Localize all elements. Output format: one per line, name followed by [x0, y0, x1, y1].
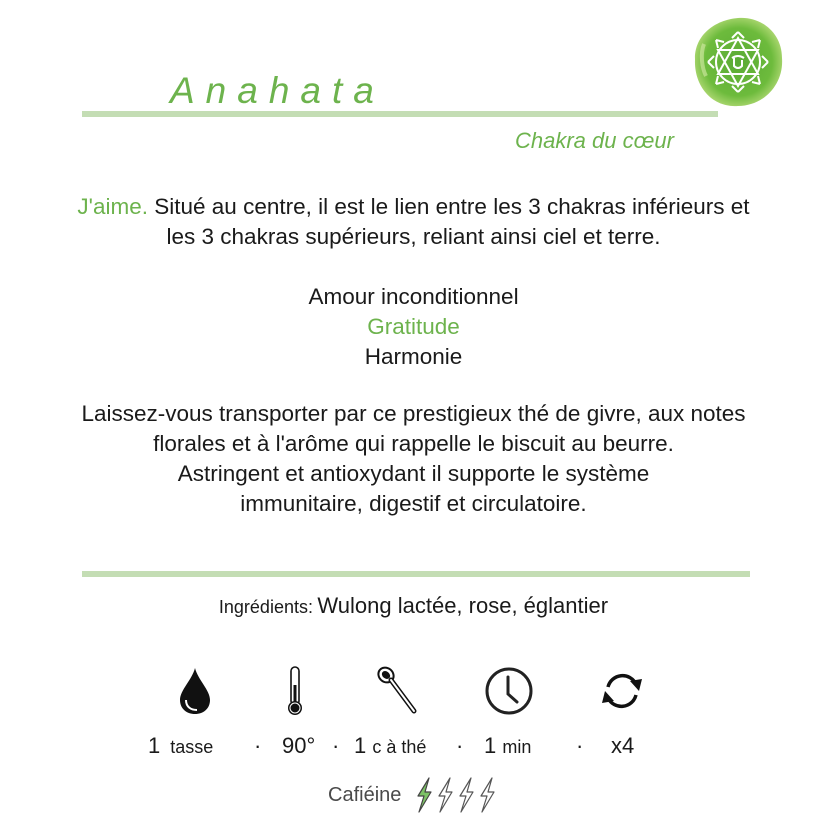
steep-time — [484, 733, 531, 759]
water-drop-icon — [175, 665, 215, 717]
time-value: 1 — [484, 733, 497, 758]
value-item: Gratitude — [367, 314, 460, 339]
description-line: immunitaire, digestif et circulatoire. — [240, 491, 587, 516]
values-list — [0, 282, 827, 372]
quantity-value: 1 — [354, 733, 367, 758]
clock-icon — [482, 665, 536, 717]
ingredients-label: Ingrédients: — [218, 597, 313, 617]
intro-highlight: J'aime. — [77, 194, 148, 219]
heart-chakra-icon — [690, 14, 786, 110]
value-item: Harmonie — [364, 344, 463, 369]
temperature-value: 90° — [282, 733, 316, 758]
page-subtitle: Chakra du cœur — [515, 128, 674, 153]
title-divider — [82, 111, 718, 117]
water-unit: tasse — [170, 737, 214, 757]
page-title: Anahata — [170, 70, 385, 111]
lightning-empty-icon — [455, 776, 477, 814]
water-value: 1 — [148, 733, 161, 758]
lightning-filled-icon — [413, 776, 435, 814]
quantity-unit: c à thé — [372, 737, 427, 757]
separator-dot: · — [576, 733, 584, 758]
description-paragraph — [0, 399, 827, 519]
ingredients-value: Wulong lactée, rose, églantier — [317, 593, 609, 618]
description-line: florales et à l'arôme qui rappelle le biscuit au beurre. — [153, 431, 674, 456]
lightning-empty-icon — [476, 776, 498, 814]
section-divider — [82, 571, 750, 577]
intro-line-2: les 3 chakras supérieurs, reliant ainsi ciel et terre. — [166, 224, 661, 249]
separator-dot: · — [254, 733, 262, 758]
lightning-empty-icon — [434, 776, 456, 814]
description-line: Laissez-vous transporter par ce prestigieux thé de givre, aux notes — [81, 401, 746, 426]
intro-line-1-text: Situé au centre, il est le lien entre les 3 chakras inférieurs et — [148, 194, 750, 219]
ingredients — [0, 593, 827, 619]
thermometer-icon — [282, 665, 308, 717]
value-item: Amour inconditionnel — [308, 284, 519, 309]
intro-paragraph — [0, 192, 827, 252]
caffeine-label: Cafiéine — [328, 783, 402, 806]
spoon-icon — [376, 665, 422, 717]
water-amount — [148, 733, 213, 759]
caffeine-rating — [328, 776, 497, 814]
refresh-icon — [598, 665, 646, 717]
infusion-count: x4 — [611, 733, 635, 758]
description-line: Astringent et antioxydant il supporte le système — [177, 461, 650, 486]
separator-dot: · — [332, 733, 340, 758]
separator-dot: · — [456, 733, 464, 758]
intro-line-1 — [0, 192, 827, 222]
tea-quantity — [354, 733, 426, 759]
time-unit: min — [502, 737, 532, 757]
